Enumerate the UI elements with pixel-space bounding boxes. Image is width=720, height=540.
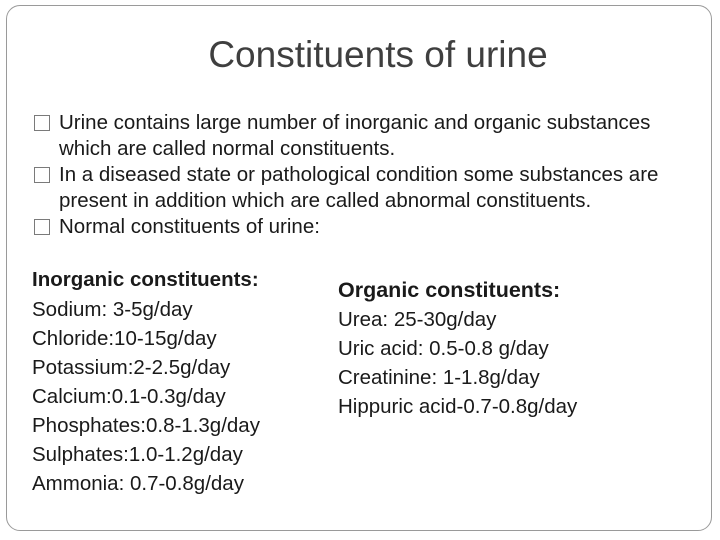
checkbox-bullet-icon: [34, 219, 50, 235]
inorganic-item: Chloride:10-15g/day: [32, 327, 217, 350]
bullet-list: [32, 110, 672, 240]
inorganic-item: Phosphates:0.8-1.3g/day: [32, 414, 260, 437]
inorganic-heading: Inorganic constituents:: [32, 268, 259, 291]
organic-item: Creatinine: 1-1.8g/day: [338, 366, 540, 389]
bullet-text: Urine contains large number of inorganic and organic substances which are called normal constituents.: [59, 111, 651, 160]
bullet-item: [32, 110, 672, 162]
inorganic-item: Sodium: 3-5g/day: [32, 298, 193, 321]
organic-heading: Organic constituents:: [338, 278, 561, 302]
organic-list: [338, 276, 577, 421]
bullet-item: [32, 162, 672, 214]
checkbox-bullet-icon: [34, 115, 50, 131]
inorganic-item: Sulphates:1.0-1.2g/day: [32, 443, 243, 466]
inorganic-item: Potassium:2-2.5g/day: [32, 356, 231, 379]
inorganic-item: Calcium:0.1-0.3g/day: [32, 385, 226, 408]
inorganic-item: Ammonia: 0.7-0.8g/day: [32, 472, 244, 495]
organic-item: Urea: 25-30g/day: [338, 308, 497, 331]
checkbox-bullet-icon: [34, 167, 50, 183]
organic-item: Hippuric acid-0.7-0.8g/day: [338, 395, 578, 418]
inorganic-list: [32, 265, 260, 498]
bullet-text: In a diseased state or pathological condition some substances are present in addition which are called abnormal constituents.: [59, 163, 659, 212]
bullet-text: Normal constituents of urine:: [59, 215, 320, 238]
bullet-item: [32, 214, 672, 240]
organic-item: Uric acid: 0.5-0.8 g/day: [338, 337, 549, 360]
slide-title: Constituents of urine: [208, 34, 548, 75]
